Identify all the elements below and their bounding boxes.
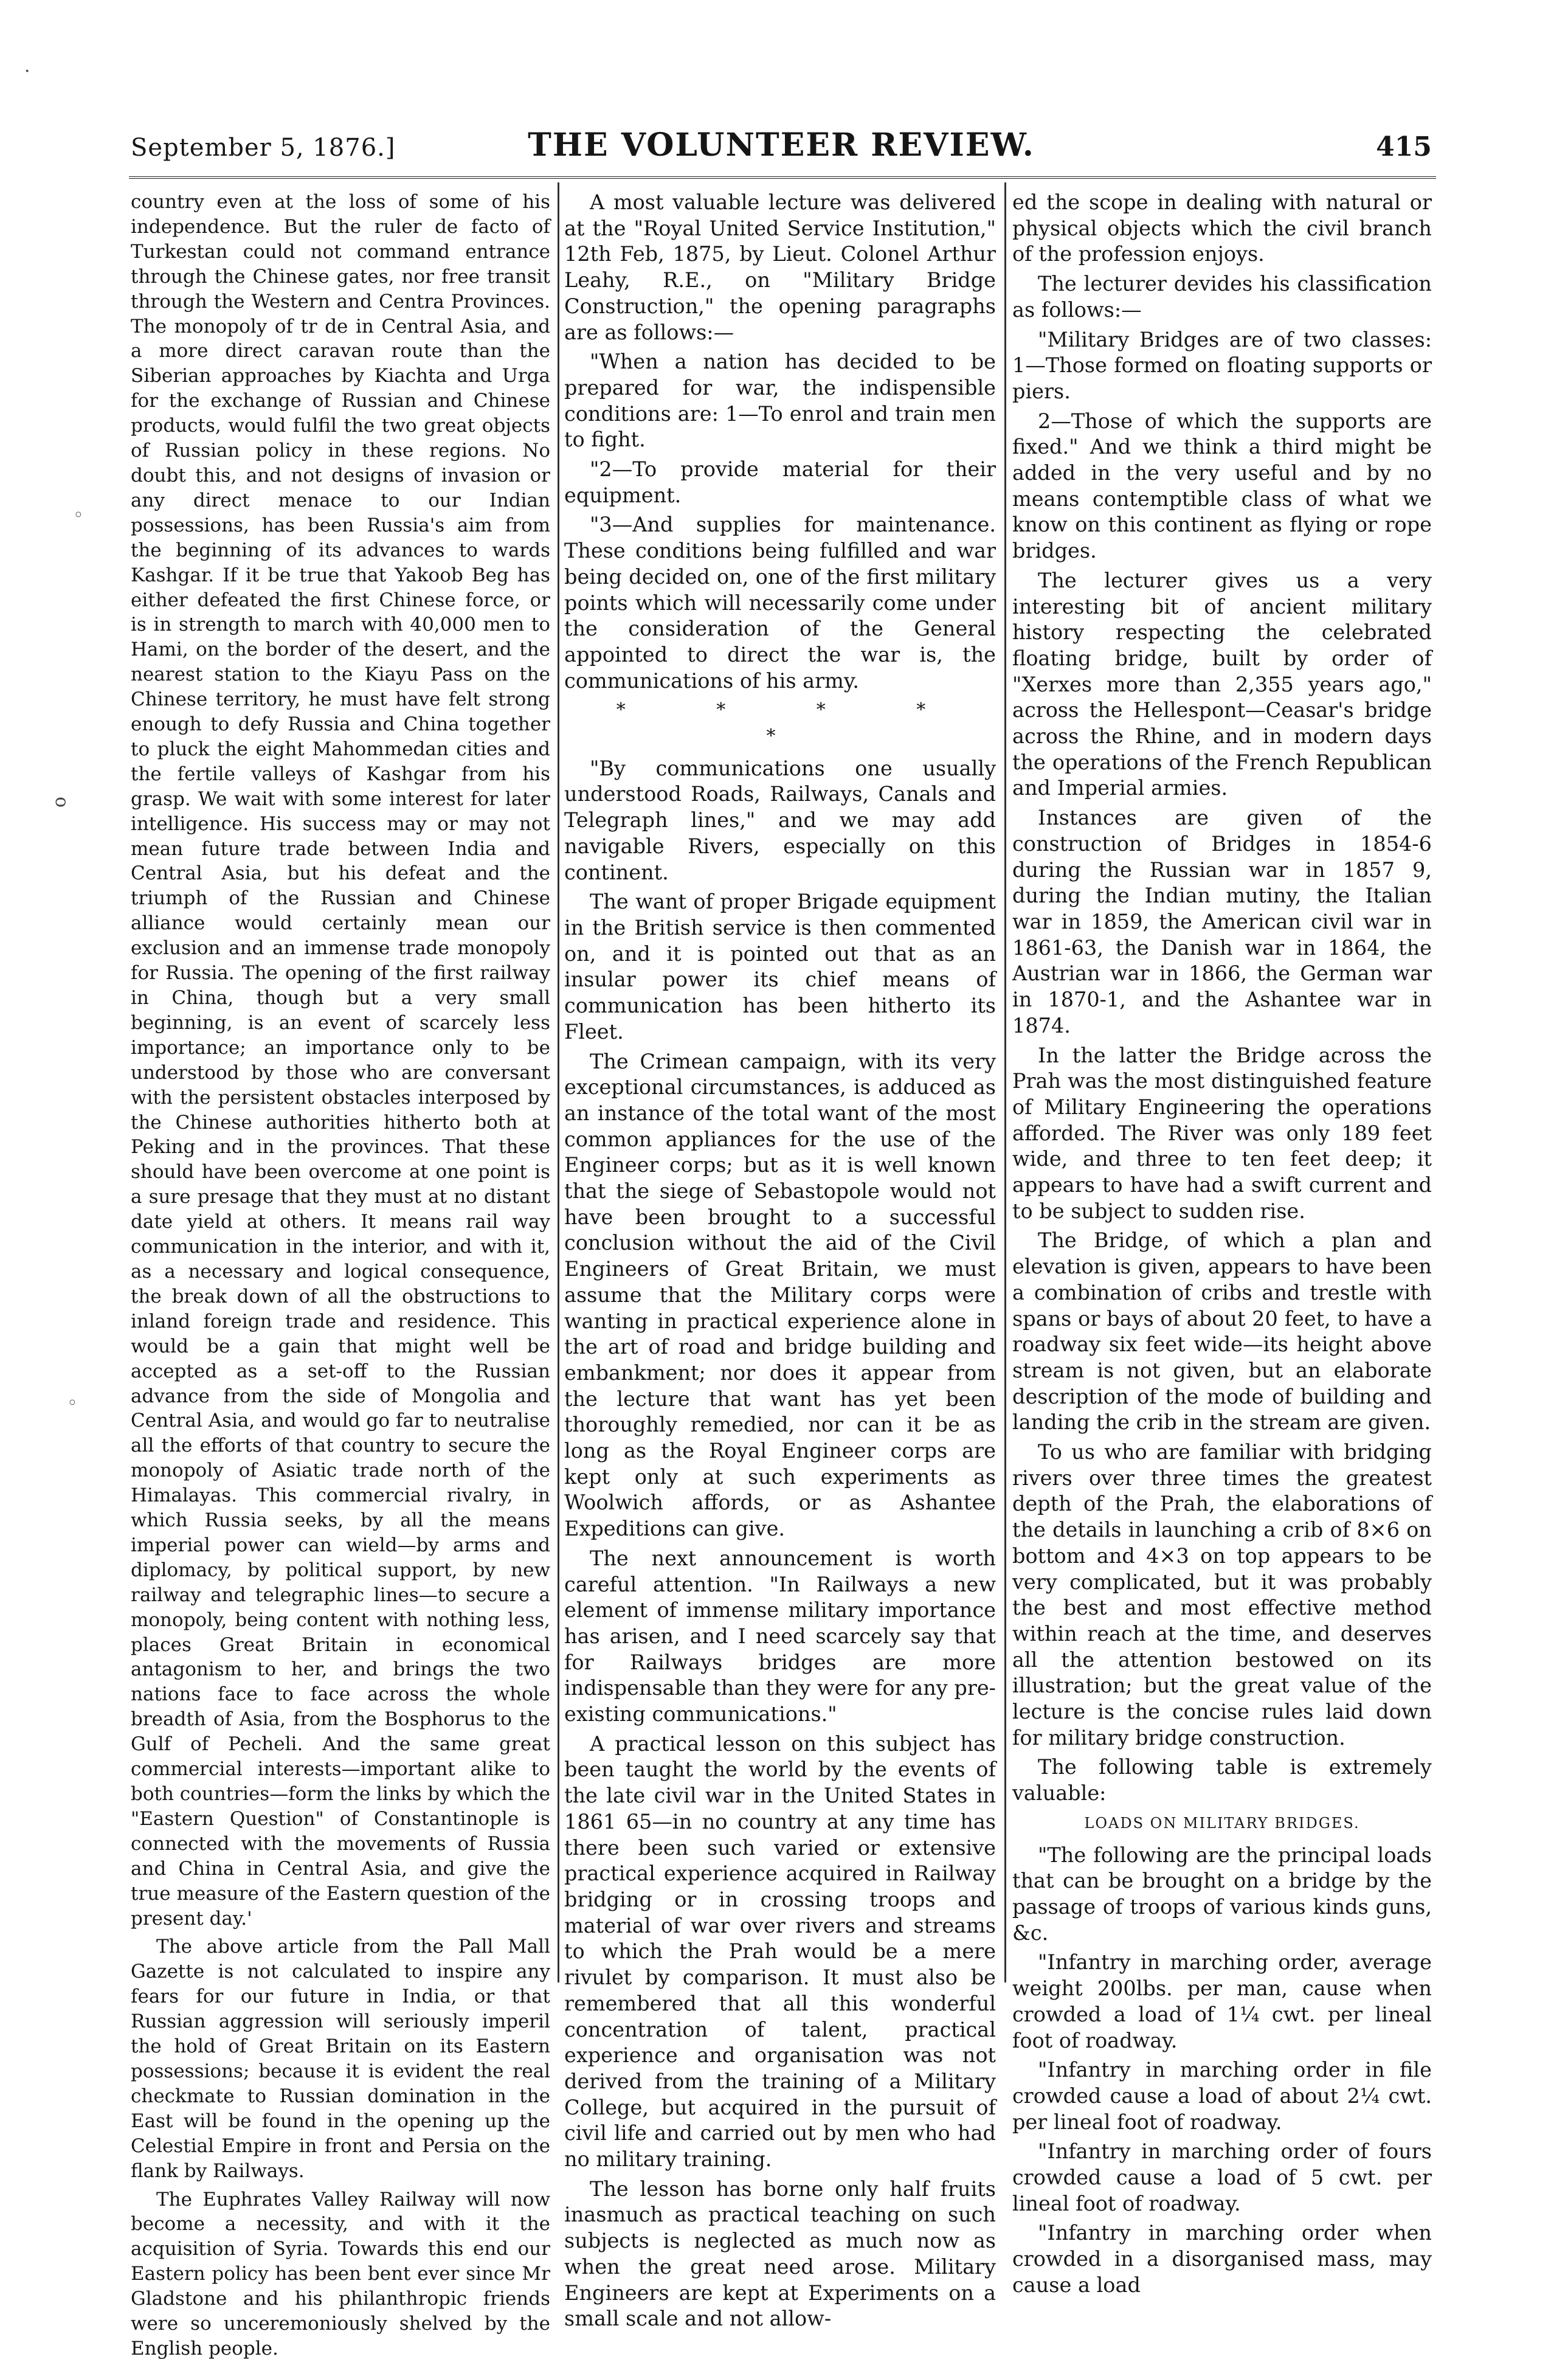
- margin-mark: ·: [24, 61, 30, 82]
- margin-mark: ◦: [67, 1393, 78, 1414]
- article-paragraph: The want of proper Brigade equipment in the British service is then commented on, and it is pointed out that as an insular power its chief means of communication has been hitherto its Fleet.: [564, 890, 996, 1044]
- header-rule: [129, 176, 1436, 179]
- article-paragraph: A practical lesson on this subject has been taught the world by the events of the late civil war in the United States in 1861 65—in no country at any time has there been such varied or extensive practical experience acquired in Railway bridging or in crossing troops and material of war over rivers and streams to which the Prah would be a mere rivulet by comparison. It must also be remembered that all this wonderful concentration of talent, practical experience and organisation was not derived from the training of a Military College, but acquired in the pursuit of civil life and carried out by men who had no military training.: [564, 1731, 996, 2172]
- article-paragraph: "The following are the principal loads that can be brought on a bridge by the passage of troops of various kinds guns, &c.: [1012, 1843, 1432, 1945]
- page-header: [131, 126, 1432, 169]
- article-paragraph: In the latter the Bridge across the Prah was the most distinguished feature of Military Engineering the operations afforded. The River was only 189 feet wide, and three to ten feet deep; it appears to have had a swift current and to be subject to sudden rise.: [1012, 1043, 1432, 1223]
- article-paragraph: "When a nation has decided to be prepared for war, the indispensible conditions are: 1—To enrol and train men to fight.: [564, 350, 996, 452]
- article-paragraph: "Military Bridges are of two classes: 1—Those formed on floating supports or piers.: [1012, 327, 1432, 403]
- article-paragraph: The Bridge, of which a plan and elevation is given, appears to have been a combination of cribs and trestle with spans or bays of about 20 feet, to have a roadway six feet wide—its height above stream is not given, but an elaborate description of the mode of building and landing the crib in the stream are given.: [1012, 1228, 1432, 1435]
- issue-date: September 5, 1876.]: [131, 134, 396, 162]
- column-divider-1: [558, 182, 559, 1982]
- article-paragraph: The Euphrates Valley Railway will now become a necessity, and with it the acquisition of Syria. Towards this end our Eastern policy has been bent ever since Mr Gladstone and his philanthropic friends were so unceremoniously shelved by the English people.: [131, 2188, 550, 2360]
- article-paragraph: Instances are given of the construction of Bridges in 1854-6 during the Russian war in 1857 9, during the Indian mutiny, the Italian war in 1859, the American civil war in 1861-63, the Danish war in 1864, the Austrian war in 1866, the German war in 1870-1, and the Ashantee war in 1874.: [1012, 806, 1432, 1037]
- article-paragraph: "3—And supplies for maintenance. These conditions being fulfilled and war being decided on, one of the first military points which will necessarily come under the consideration of the General appointed to direct the war is, the communications of his army.: [564, 513, 996, 693]
- article-paragraph: "Infantry in marching order of fours crowded cause a load of 5 cwt. per lineal foot of roadway.: [1012, 2139, 1432, 2215]
- column-1: [131, 190, 550, 2365]
- article-paragraph: To us who are familiar with bridging rivers over three times the greatest depth of the Prah, the elaborations of the details in launching a crib of 8×6 on bottom and 4×3 on top appears to be very complicated, but it was probably the best and most effective method within reach at the time, and deserves all the attention bestowed on its illustration; but the great value of the lecture is the concise rules laid down for military bridge construction.: [1012, 1440, 1432, 1750]
- article-paragraph: "By communications one usually understood Roads, Railways, Canals and Telegraph lines," and we may add navigable Rivers, especially on this continent.: [564, 756, 996, 884]
- article-paragraph: The following table is extremely valuable:: [1012, 1755, 1432, 1806]
- publication-title: THE VOLUNTEER REVIEW.: [528, 126, 1035, 164]
- article-paragraph: "Infantry in marching order in file crowded cause a load of about 2¼ cwt. per lineal foot of roadway.: [1012, 2058, 1432, 2134]
- article-paragraph: The Crimean campaign, with its very exceptional circumstances, is adduced as an instance of the total want of the most common appliances for the use of the Engineer corps; but as it is well known that the siege of Sebastopole would not have been brought to a successful conclusion without the aid of the Civil Engineers of Great Britain, we must assume that the Military corps were wanting in practical experience alone in the art of road and bridge building and embankment; nor does it appear from the lecture that want has yet been thoroughly remedied, nor can it be as long as the Royal Engineer corps are kept only at such experiments as Woolwich affords, or as Ashantee Expeditions can give.: [564, 1049, 996, 1541]
- margin-mark: ◦: [73, 505, 84, 526]
- column-divider-2: [1004, 182, 1006, 1982]
- article-paragraph: "Infantry in marching order, average weight 200lbs. per man, cause when crowded a load of 1¼ cwt. per lineal foot of roadway.: [1012, 1950, 1432, 2052]
- article-paragraph: The lesson has borne only half fruits inasmuch as practical teaching on such subjects is neglected as much now as when the great need arose. Military Engineers are kept at Experiments on a small scale and not allow-: [564, 2176, 996, 2331]
- article-paragraph: The above article from the Pall Mall Gazette is not calculated to inspire any fears for our future in India, or that Russian aggression will seriously imperil the hold of Great Britain on its Eastern possessions; because it is evident the real checkmate to Russian domination in the East will be found in the opening up the Celestial Empire in front and Persia on the flank by Railways.: [131, 1936, 550, 2182]
- article-paragraph: "2—To provide material for their equipment.: [564, 457, 996, 507]
- article-paragraph: A most valuable lecture was delivered at the "Royal United Service Institution," 12th Feb, 1875, by Lieut. Colonel Arthur Leahy, R.E., on "Military Bridge Construction," the opening paragraphs are as follows:—: [564, 190, 996, 344]
- margin-mark: ᴑ: [55, 791, 67, 812]
- article-paragraph: ed the scope in dealing with natural or physical objects which the civil branch of the profession enjoys.: [1012, 190, 1432, 266]
- column-2: [564, 190, 996, 2336]
- article-paragraph: The lecturer gives us a very interesting bit of ancient military history respecting the celebrated floating bridge, built by order of "Xerxes more than 2,355 years ago," across the Hellespont—Ceasar's bridge across the Rhine, and in modern days the operations of the French Republican and Imperial armies.: [1012, 568, 1432, 800]
- column-3: [1012, 190, 1432, 2302]
- section-stars: * * * * *: [616, 699, 969, 747]
- table-title: LOADS ON MILITARY BRIDGES.: [1084, 1814, 1360, 1832]
- article-paragraph: The next announcement is worth careful attention. "In Railways a new element of immense military importance has arisen, and I need scarcely say that for Railways bridges are more indispensable than they were for any pre-existing communications.": [564, 1546, 996, 1726]
- article-paragraph: "Infantry in marching order when crowded in a disorganised mass, may cause a load: [1012, 2221, 1432, 2297]
- article-paragraph: country even at the loss of some of his independence. But the ruler de facto of Turkestan could not command entrance through the Chinese gates, nor free transit through the Western and Centra Provinces. The monopoly of tr de in Central Asia, and a more direct caravan route than the Siberian approaches by Kiachta and Urga for the exchange of Russian and Chinese products, would fulfil the two great objects of Russian policy in these regions. No doubt this, and not designs of invasion or any direct menace to our Indian possessions, has been Russia's aim from the beginning of its advances to wards Kashgar. If it be true that Yakoob Beg has either defeated the first Chinese force, or is in strength to march with 40,000 men to Hami, on the border of the desert, and the nearest station to the Kiayu Pass on the Chinese territory, he must have felt strong enough to defy Russia and China together to pluck the eight Mahommedan cities and the fertile valleys of Kashgar from his grasp. We wait with some interest for later intelligence. His success may or may not mean future trade between India and Central Asia, but his defeat and the triumph of the Russian and Chinese alliance would certainly mean our exclusion and an immense trade monopoly for Russia. The opening of the first railway in China, though but a very small beginning, is an event of scarcely less importance; an importance only to be understood by those who are conversant with the persistent obstacles interposed by the Chinese authorities hitherto both at Peking and in the provinces. That these should have been overcome at one point is a sure presage that they must at no distant date yield at others. It means rail way communication in the interior, and with it, as a necessary and logical consequence, the break down of all the obstructions to inland foreign trade and residence. This would be a gain that might well be accepted as a set-off to the Russian advance from the side of Mongolia and Central Asia, and would go far to neutralise all the efforts of that country to secure the monopoly of Asiatic trade north of the Himalayas. This commercial rivalry, in which Russia seeks, by all the means imperial power can wield—by arms and diplomacy, by political support, by new railway and telegraphic lines—to secure a monopoly, being content with nothing less, places Great Britain in economical antagonism to her, and brings the two nations face to face across the whole breadth of Asia, from the Bosphorus to the Gulf of Pecheli. And the same great commercial interests—important alike to both countries—form the links by which the "Eastern Question" of Constantinople is connected with the movements of Russia and China in Central Asia, and give the true measure of the Eastern question of the present day.': [131, 191, 550, 1930]
- page-number: 415: [1376, 131, 1432, 162]
- article-paragraph: The lecturer devides his classification as follows:—: [1012, 272, 1432, 322]
- article-paragraph: 2—Those of which the supports are fixed." And we think a third might be added in the very useful and by no means contemptible class of what we know on this continent as flying or rope bridges.: [1012, 409, 1432, 563]
